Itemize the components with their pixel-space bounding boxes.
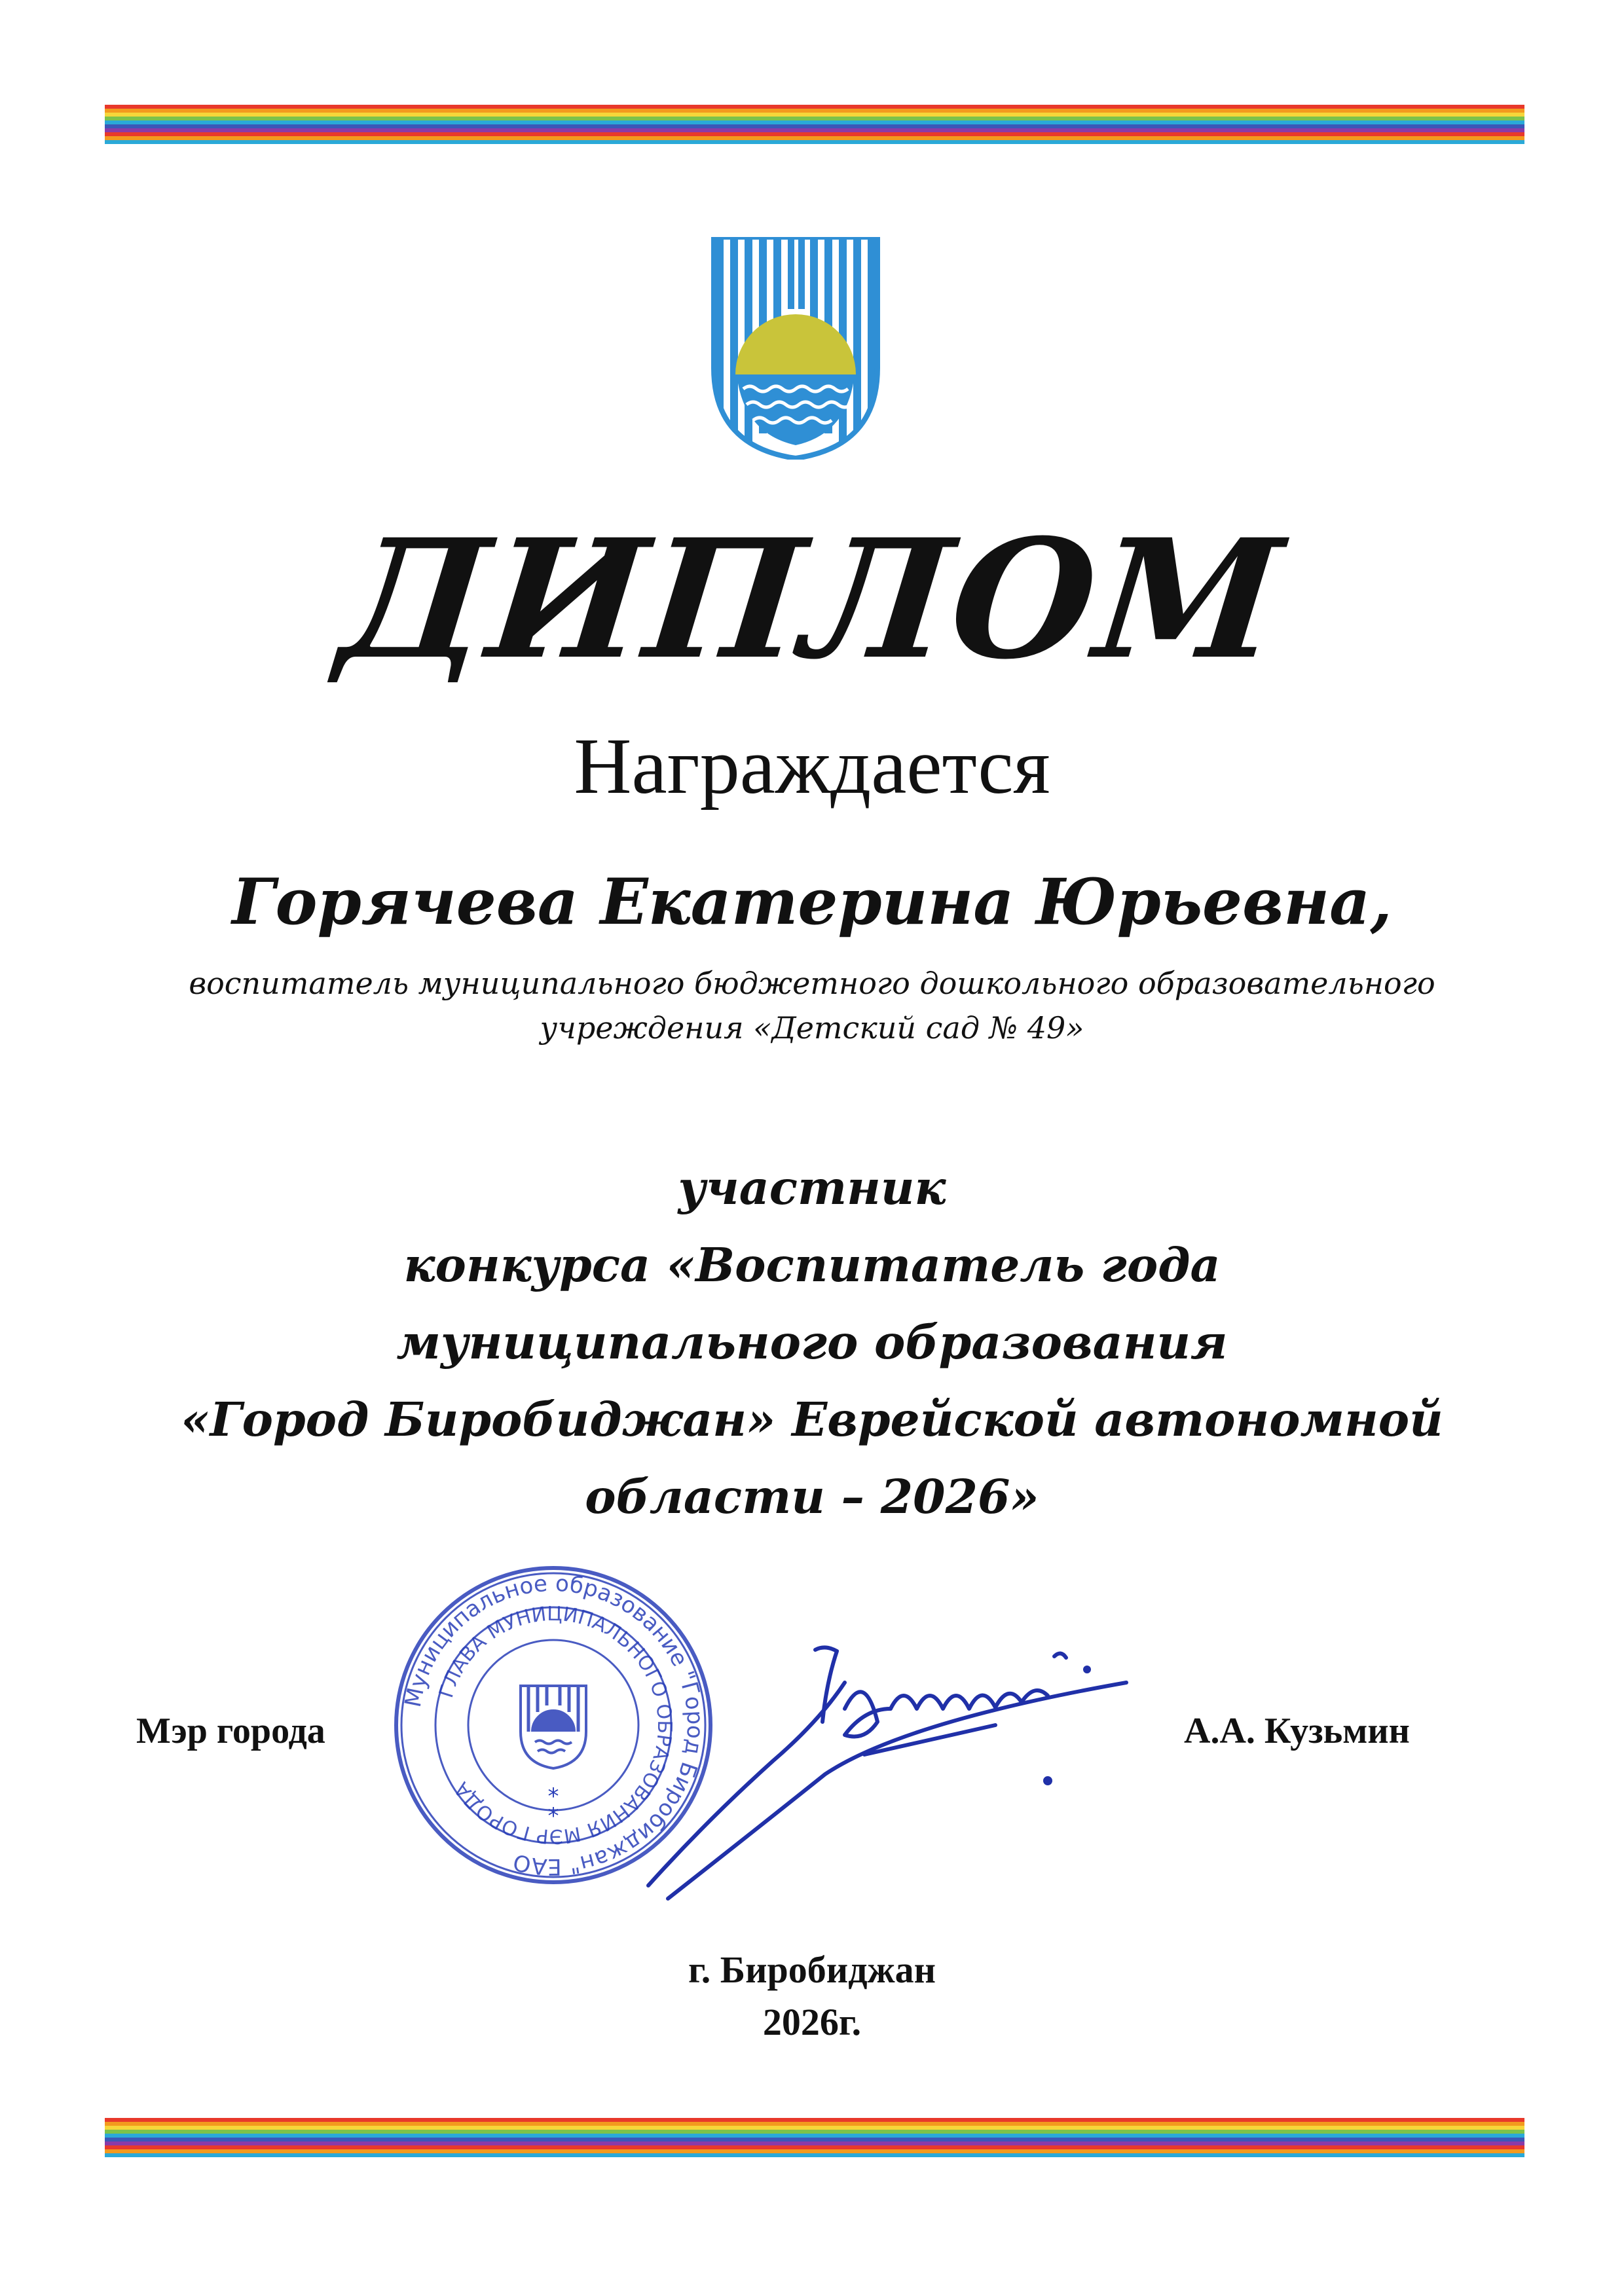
top-rainbow-stripe [105, 105, 1524, 144]
footer-city: г. Биробиджан [688, 1948, 936, 1991]
city-emblem-icon [710, 237, 881, 460]
mayor-signature [629, 1611, 1139, 1925]
diploma-title: ДИПЛОМ [332, 503, 1292, 695]
awarded-heading: Награждается [574, 722, 1050, 811]
contest-line: участник [678, 1160, 946, 1215]
footer-year: 2026г. [762, 2001, 862, 2043]
position-line: воспитатель муниципального бюджетного дошкольного образовательного [189, 966, 1435, 1001]
contest-description [157, 1149, 1467, 1535]
seal-inner-text: ГЛАВА МУНИЦИПАЛЬНОГО ОБРАЗОВАНИЯ МЭР ГОРОДА [435, 1602, 676, 1848]
stripe-band [105, 2153, 1524, 2157]
seal-star: * [547, 1803, 559, 1829]
contest-line: области – 2026» [585, 1469, 1039, 1524]
seal-star: * [547, 1783, 559, 1810]
contest-line: муниципального образования [396, 1315, 1228, 1370]
position-line: учреждения «Детский сад № 49» [540, 1010, 1084, 1046]
bottom-rainbow-stripe [105, 2118, 1524, 2157]
recipient-name: Горячева Екатерина Юрьевна, [232, 865, 1392, 939]
contest-line: конкурса «Воспитатель года [403, 1237, 1221, 1292]
mayor-label: Мэр города [136, 1711, 325, 1751]
mayor-name: А.А. Кузьмин [1184, 1711, 1410, 1751]
stripe-band [105, 140, 1524, 144]
seal-outer-text: Муниципальное образование "Город Биробиджан" ЕАО [399, 1570, 709, 1880]
contest-line: «Город Биробиджан» Еврейской автономной [181, 1392, 1443, 1447]
recipient-position [164, 961, 1460, 1050]
